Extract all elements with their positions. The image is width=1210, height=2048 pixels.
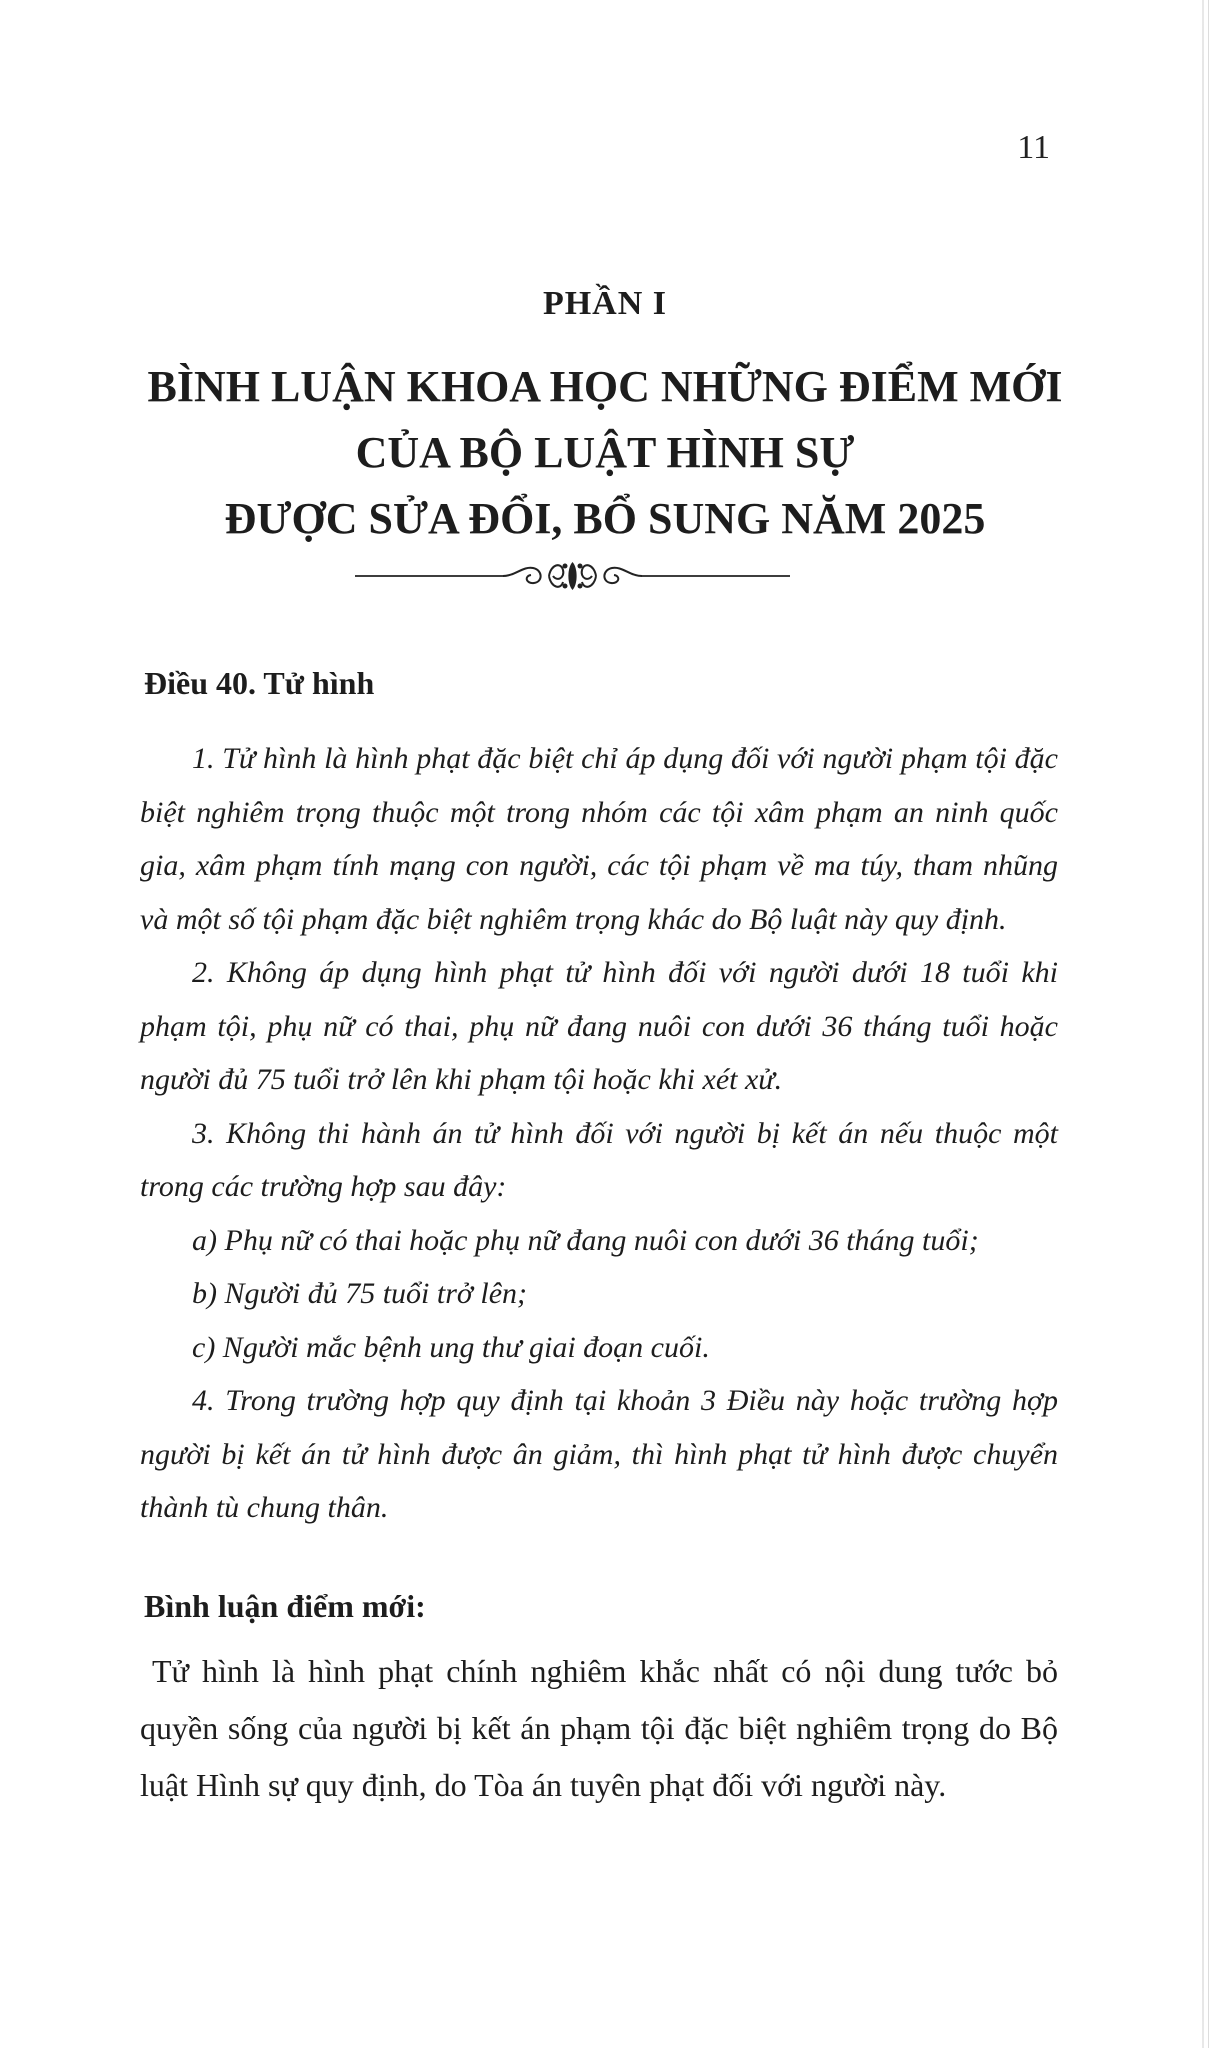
article-clause: c) Người mắc bệnh ung thư giai đoạn cuối. [192,1330,710,1364]
commentary-heading: Bình luận điểm mới: [144,1587,426,1624]
ornament-divider [355,556,790,596]
part-label: PHẦN I [542,285,668,322]
article-heading: Điều 40. Tử hình [144,665,375,701]
commentary-paragraph: Tử hình là hình phạt chính nghiêm khắc nhất có nội dung tước bỏ quyền sống của người bị kết án phạm tội đặc biệt nghiêm trọng do Bộ luật Hình sự quy định, do Tòa án tuyên phạt đối với người này. [140,1652,1058,1803]
article-clause: 2. Không áp dụng hình phạt tử hình đối với người dưới 18 tuổi khi phạm tội, phụ nữ có thai, phụ nữ đang nuôi con dưới 36 tháng tuổi hoặc người đủ 75 tuổi trở lên khi phạm tội hoặc khi xét xử. [140,956,1058,1096]
article-clause: 4. Trong trường hợp quy định tại khoản 3 Điều này hoặc trường hợp người bị kết án tử hình được ân giảm, thì hình phạt tử hình được chuyển thành tù chung thân. [140,1384,1058,1524]
page-number: 11 [1017,129,1050,166]
article-clause: b) Người đủ 75 tuổi trở lên; [192,1277,528,1310]
article-clause: 3. Không thi hành án tử hình đối với người bị kết án nếu thuộc một trong các trường hợp sau đây: [140,1116,1058,1203]
page-content [140,660,1058,1814]
part-title-line: ĐƯỢC SỬA ĐỔI, BỔ SUNG NĂM 2025 [224,494,986,543]
part-title-line: BÌNH LUẬN KHOA HỌC NHỮNG ĐIỂM MỚI [147,362,1063,411]
article-clause: 1. Tử hình là hình phạt đặc biệt chỉ áp dụng đối với người phạm tội đặc biệt nghiêm trọng thuộc một trong nhóm các tội xâm phạm an ninh quốc gia, xâm phạm tính mạng con người, các tội phạm về ma túy, tham nhũng và một số tội phạm đặc biệt nghiêm trọng khác do Bộ luật này quy định. [140,742,1058,936]
part-title [0,354,1210,552]
article-clause: a) Phụ nữ có thai hoặc phụ nữ đang nuôi con dưới 36 tháng tuổi; [192,1223,979,1257]
part-title-line: CỦA BỘ LUẬT HÌNH SỰ [355,428,855,477]
